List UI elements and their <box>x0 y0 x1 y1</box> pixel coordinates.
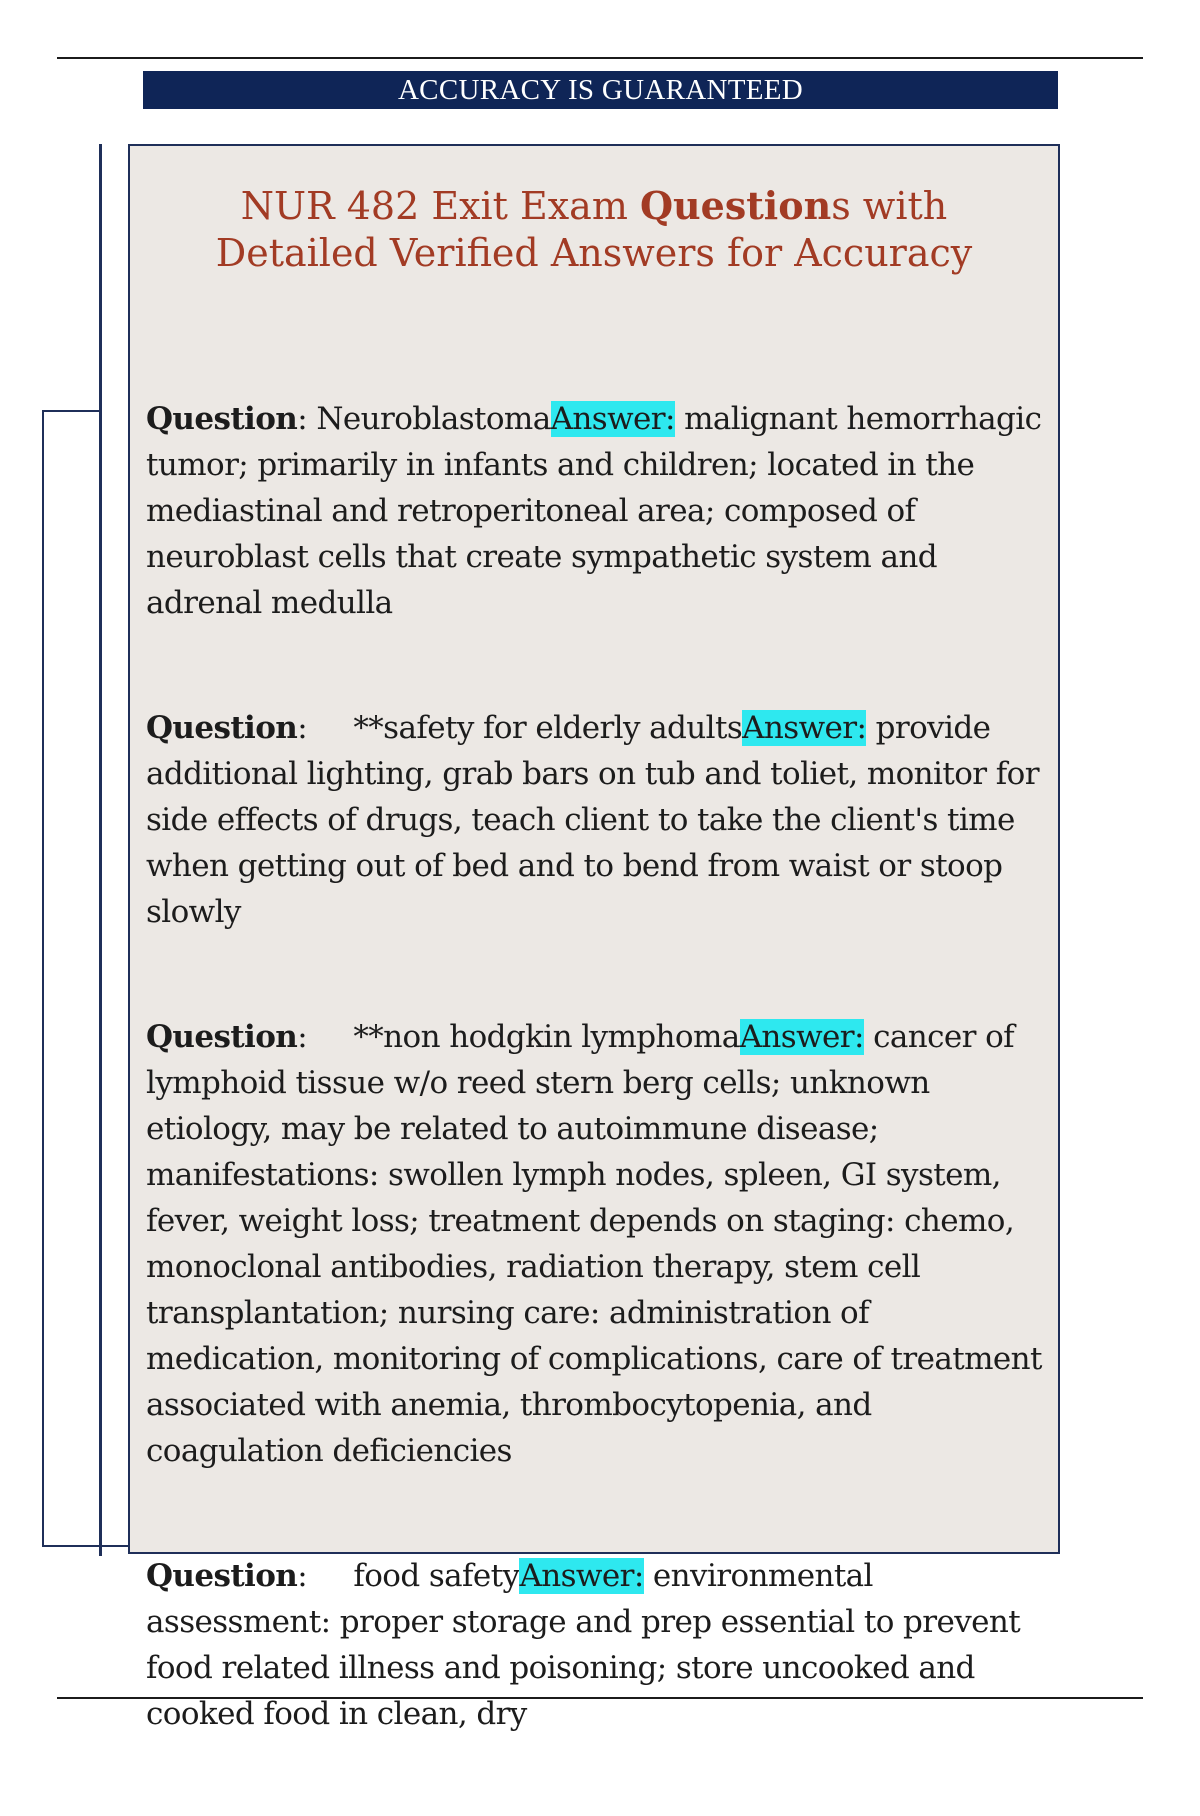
document-title <box>160 182 1028 277</box>
top-rule <box>57 57 1143 59</box>
bottom-rule <box>57 1697 1143 1699</box>
qa-item <box>146 396 1048 626</box>
qa-item <box>146 1014 1048 1474</box>
question-label: Question <box>146 1019 298 1055</box>
question-label: Question <box>146 1558 298 1594</box>
answer-text: provide additional lighting, grab bars on tub and toliet, monitor for side effects of drugs, teach client to take the client's time when getting out of bed and to bend from waist or stoop slowly <box>146 710 1039 930</box>
answer-label: Answer: <box>739 1019 864 1055</box>
answer-text: malignant hemorrhagic tumor; primarily in infants and children; located in the mediastinal and retroperitoneal area; composed of neuroblast cells that create sympathetic system and adrenal medulla <box>146 401 1042 621</box>
title-bold-part: Question <box>639 183 832 228</box>
question-text: **non hodgkin lymphoma <box>353 1019 740 1055</box>
answer-label: Answer: <box>550 401 675 437</box>
question-label: Question <box>146 401 298 437</box>
document-card <box>128 144 1060 1732</box>
question-text: Neuroblastoma <box>316 401 551 437</box>
qa-list <box>146 396 1048 1816</box>
qa-item <box>146 705 1048 935</box>
question-separator: : <box>297 1558 354 1594</box>
question-separator: : <box>297 710 354 746</box>
question-label: Question <box>146 710 298 746</box>
question-text: **safety for elderly adults <box>353 710 743 746</box>
question-text: food safety <box>353 1558 520 1594</box>
title-part-1: NUR 482 Exit Exam <box>240 184 640 228</box>
answer-label: Answer: <box>519 1558 644 1594</box>
answer-label: Answer: <box>742 710 867 746</box>
accuracy-banner: ACCURACY IS GUARANTEED <box>143 71 1058 109</box>
title-part-2: s with Detailed Verified Answers for Accuracy <box>215 184 973 275</box>
answer-text: environmental assessment: proper storage and prep essential to prevent food related illness and poisoning; store uncooked and cooked food in clean, dry <box>146 1558 1021 1732</box>
answer-text: cancer of lymphoid tissue w/o reed stern berg cells; unknown etiology, may be related to autoimmune disease; manifestations: swollen lymph nodes, spleen, GI system, fever, weight loss; treatment depends on staging: chemo, monoclonal antibodies, radiation therapy, stem cell transplantation; nursing care: administration of medication, monitoring of complications, care of treatment associated with anemia, thrombocytopenia, and coagulation deficiencies <box>146 1019 1042 1469</box>
qa-item <box>146 1553 1048 1737</box>
inner-bracket-line <box>42 410 102 1546</box>
question-separator: : <box>297 1019 354 1055</box>
question-separator: : <box>297 401 317 437</box>
